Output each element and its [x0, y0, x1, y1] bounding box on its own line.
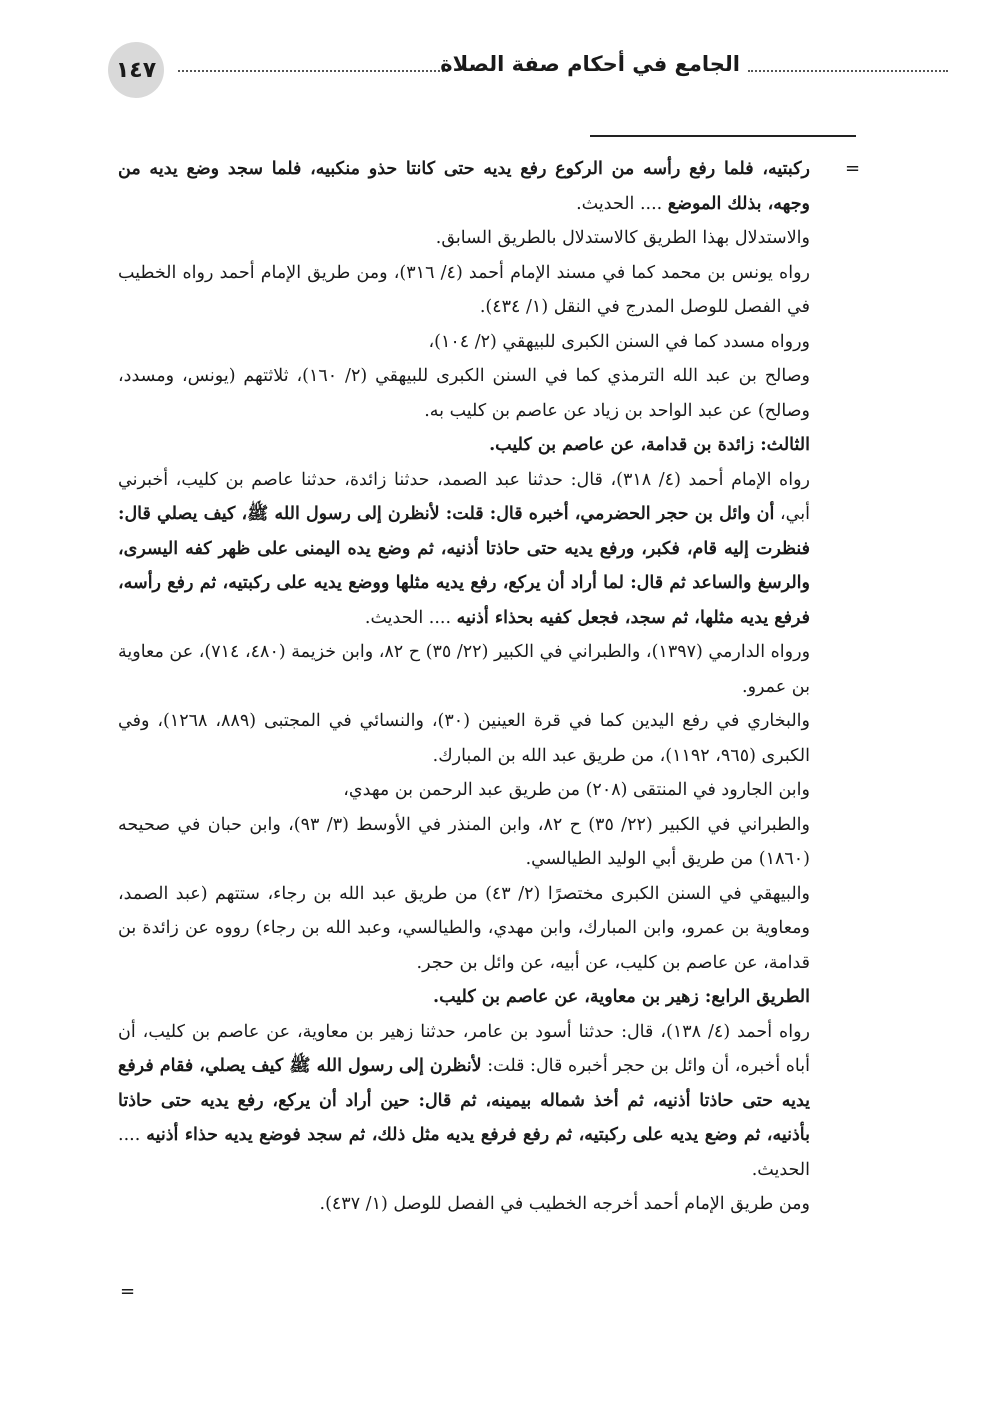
- text-segment: والاستدلال بهذا الطريق كالاستدلال بالطريق السابق.: [435, 228, 810, 248]
- text-segment: والطبراني في الكبير (٢٢/ ٣٥) ح ٨٢، وابن المنذر في الأوسط (٣/ ٩٣)، وابن حبان في صحيحه (١٨٦٠) من طريق أبي الوليد الطيالسي.: [118, 814, 810, 869]
- continuation-mark-bottom: =: [120, 1281, 136, 1302]
- footnote-paragraph: [118, 428, 810, 463]
- footnote-paragraph: [118, 463, 810, 636]
- continuation-mark-top: =: [845, 158, 861, 179]
- text-segment: والبيهقي في السنن الكبرى مختصرًا (٢/ ٤٣) من طريق عبد الله بن رجاء، ستتهم (عبد الصمد، ومعاوية بن عمرو، وابن المبارك، وابن مهدي، والطيالسي، وعبد الله بن رجاء) رووه عن زائدة بن قدامة، عن عاصم بن كليب، عن أبيه، عن وائل بن حجر.: [118, 883, 810, 973]
- text-segment: رواه يونس بن محمد كما في مسند الإمام أحمد (٤/ ٣١٦)، ومن طريق الإمام أحمد رواه الخطيب في الفصل للوصل المدرج في النقل (١/ ٤٣٤).: [118, 262, 810, 317]
- text-segment: وابن الجارود في المنتقى (٢٠٨) من طريق عبد الرحمن بن مهدي،: [343, 780, 810, 800]
- text-segment: ورواه الدارمي (١٣٩٧)، والطبراني في الكبير (٢٢/ ٣٥) ح ٨٢، وابن خزيمة (٤٨٠، ٧١٤)، عن معاوية بن عمرو.: [118, 642, 811, 697]
- footnote-paragraph: [118, 1015, 810, 1188]
- text-segment: .... الحديث.: [364, 607, 457, 628]
- footnote-paragraph: [118, 773, 810, 808]
- footnote-paragraph: [118, 221, 810, 256]
- header-dotted-leader-left: [178, 70, 448, 72]
- text-segment: والبخاري في رفع اليدين كما في قرة العينين (٣٠)، والنسائي في المجتبى (٨٨٩، ١٢٦٨)، وفي الكبرى (٩٦٥، ١١٩٢)، من طريق عبد الله بن المبارك.: [118, 711, 810, 766]
- bold-text-segment: لأنظرن إلى رسول الله ﷺ كيف يصلي، فقام فرفع يديه حتى حاذتا أذنيه، ثم أخذ شماله بيمينه، ثم قال: حين أراد أن يركع، رفع يديه حتى حاذتا بأذنيه، ثم وضع يديه على ركبتيه، ثم رفع فرفع يديه مثل ذلك، ثم سجد فوضع يديه حذاء أذنيه: [118, 1056, 810, 1145]
- text-segment: .... الحديث.: [118, 1125, 810, 1180]
- footnote-paragraph: [118, 152, 810, 221]
- footnote-paragraph: [118, 635, 810, 704]
- page-header: [108, 42, 843, 98]
- text-segment: رواه أحمد (٤/ ١٣٨)، قال: حدثنا أسود بن عامر، حدثنا زهير بن معاوية، عن عاصم بن كليب، أن أباه أخبره، أن وائل بن حجر أخبره قال: قلت:: [118, 1021, 810, 1076]
- footnote-body: [118, 152, 810, 1222]
- text-segment: ومن طريق الإمام أحمد أخرجه الخطيب في الفصل للوصل (١/ ٤٣٧).: [319, 1194, 810, 1214]
- text-segment: .... الحديث.: [576, 193, 668, 214]
- footnote-separator-rule: [590, 135, 856, 137]
- footnote-paragraph: [118, 980, 810, 1015]
- bold-text-segment: ركبتيه، فلما رفع رأسه من الركوع رفع يديه حتى كانتا حذو منكبيه، فلما سجد وضع يديه من وجهه، بذلك الموضع: [118, 159, 810, 214]
- bold-text-segment: أن وائل بن حجر الحضرمي، أخبره قال: قلت: لأنظرن إلى رسول الله ﷺ، كيف يصلي قال: فنظرت إليه قام، فكبر، ورفع يديه حتى حاذتا أذنيه، ثم وضع يده اليمنى على ظهر كفه اليسرى، والرسغ والساعد ثم قال: لما أراد أن يركع، رفع يديه مثلها ووضع يديه على ركبتيه، ثم رفع رأسه، فرفع يديه مثلها، ثم سجد، فجعل كفيه بحذاء أذنيه: [118, 504, 810, 628]
- footnote-paragraph: [118, 325, 810, 360]
- bold-text-segment: الثالث: زائدة بن قدامة، عن عاصم بن كليب.: [489, 435, 810, 455]
- page-number-badge: ١٤٧: [108, 42, 164, 98]
- footnote-paragraph: [118, 256, 810, 325]
- footnote-paragraph: [118, 877, 810, 981]
- bold-text-segment: الطريق الرابع: زهير بن معاوية، عن عاصم بن كليب.: [433, 987, 810, 1007]
- footnote-paragraph: [118, 808, 810, 877]
- text-segment: ورواه مسدد كما في السنن الكبرى للبيهقي (٢/ ١٠٤)،: [428, 331, 810, 352]
- text-segment: رواه الإمام أحمد (٤/ ٣١٨)، قال: حدثنا عبد الصمد، حدثنا زائدة، حدثنا عاصم بن كليب، أخبرني أبي،: [118, 469, 810, 524]
- footnote-paragraph: [118, 704, 810, 773]
- header-dotted-leader-right: [748, 70, 948, 72]
- book-title: الجامع في أحكام صفة الصلاة: [440, 52, 740, 76]
- footnote-paragraph: [118, 359, 810, 428]
- footnote-paragraph: [118, 1187, 810, 1222]
- text-segment: وصالح بن عبد الله الترمذي كما في السنن الكبرى للبيهقي (٢/ ١٦٠)، ثلاثتهم (يونس، ومسدد، وصالح) عن عبد الواحد بن زياد عن عاصم بن كليب به.: [118, 366, 810, 421]
